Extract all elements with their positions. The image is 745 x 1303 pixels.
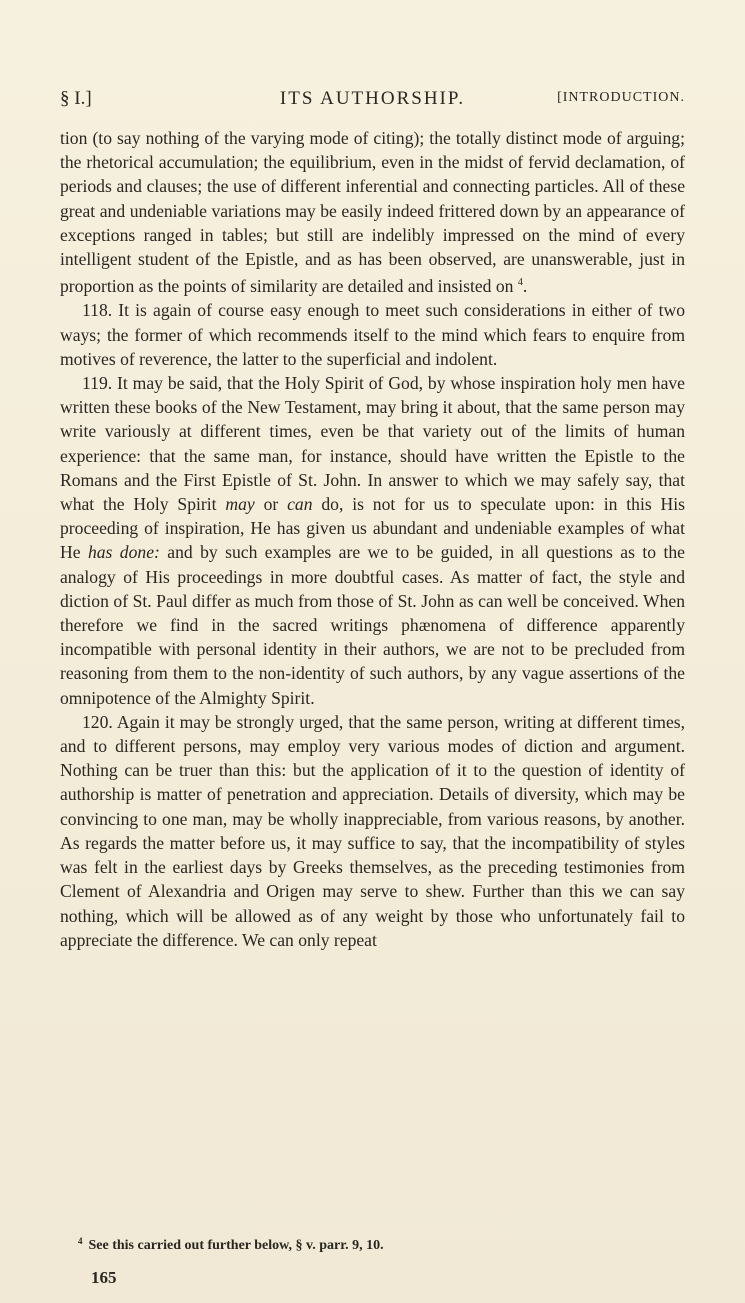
paragraph-120: 120. Again it may be strongly urged, that the same person, writing at different times, and to different persons, may employ very various modes of diction and argument. Nothing can be truer than this: but the application of it to the question of identity of authorship is matter of penetration and appreciation. Details of diversity, which may be convincing to one man, may be wholly inappreciable, from various reasons, by another. As regards the matter before us, it may suffice to say, that the incompatibility of styles was felt in the earliest days by Greeks themselves, as the preceding testimonies from Clement of Alexandria and Origen may serve to shew. Further than this we can say nothing, which will be allowed as of any weight by those who unfortunately fail to appreciate the difference. We can only repeat	[60, 711, 685, 950]
text-run: .	[522, 276, 528, 297]
footnote-text: See this carried out further below, § v. parr. 9, 10.	[88, 1238, 384, 1253]
italic-word: may	[225, 494, 255, 515]
italic-word: has done:	[87, 542, 160, 563]
paragraph-continued	[60, 126, 685, 298]
paragraph-119	[60, 371, 685, 710]
page-number: 165	[91, 1268, 117, 1287]
italic-word: can	[287, 494, 313, 515]
header-part: [INTRODUCTION.	[557, 90, 685, 105]
header-section: § I.]	[60, 88, 92, 109]
body-text	[60, 126, 685, 952]
text-run: tion (to say nothing of the varying mode of citing); the totally distinct mode of arguing; the rhetorical accumulation; the equilibrium, even in the midst of fervid declamation, of periods and clauses; the use of different inferential and connecting particles. All of these great and undeniable variations may be easily indeed frittered down by an appearance of exceptions ranged in tables; but still are indelibly impressed on the mind of every intelligent student of the Epistle, and as has been observed, are unanswerable, just in proportion as the points of similarity are detailed and insisted on	[60, 128, 685, 297]
text-run: or	[263, 494, 279, 515]
text-run: 119. It may be said, that the Holy Spirit of God, by whose inspiration holy men have written these books of the New Testament, may bring it about, that the same person may write variously at different times, even be that variety out of the limits of human experience: that the same man, for instance, should have written the Epistle to the Romans and the First Epistle of St. John. In answer to which we may safely say, that what the Holy Spirit	[60, 373, 685, 515]
footnote-marker: 4	[78, 1236, 83, 1246]
text-run: and by such examples are we to be guided, in all questions as to the analogy of His proceedings in more doubtful cases. As matter of fact, the style and diction of St. Paul differ as much from those of St. John as can well be conceived. When therefore we find in the sacred writings phænomena of difference apparently incompatible with personal identity in their authors, we are not to be precluded from reasoning from them to the non-identity of such authors, by any vague assertions of the omnipotence of the Almighty Spirit.	[60, 542, 685, 708]
header-title: ITS AUTHORSHIP.	[279, 88, 466, 109]
footnote	[60, 1236, 685, 1254]
running-header	[60, 88, 685, 116]
paragraph-118: 118. It is again of course easy enough to meet such considerations in either of two ways; the former of which recommends itself to the mind which fears to enquire from motives of reverence, the latter to the superficial and indolent.	[60, 300, 685, 369]
text-run: do, is not for us to speculate upon: in this His proceeding of inspiration, He has given us abundant and undeniable examples of what He	[60, 494, 685, 563]
footnote-ref: 4	[517, 277, 523, 289]
